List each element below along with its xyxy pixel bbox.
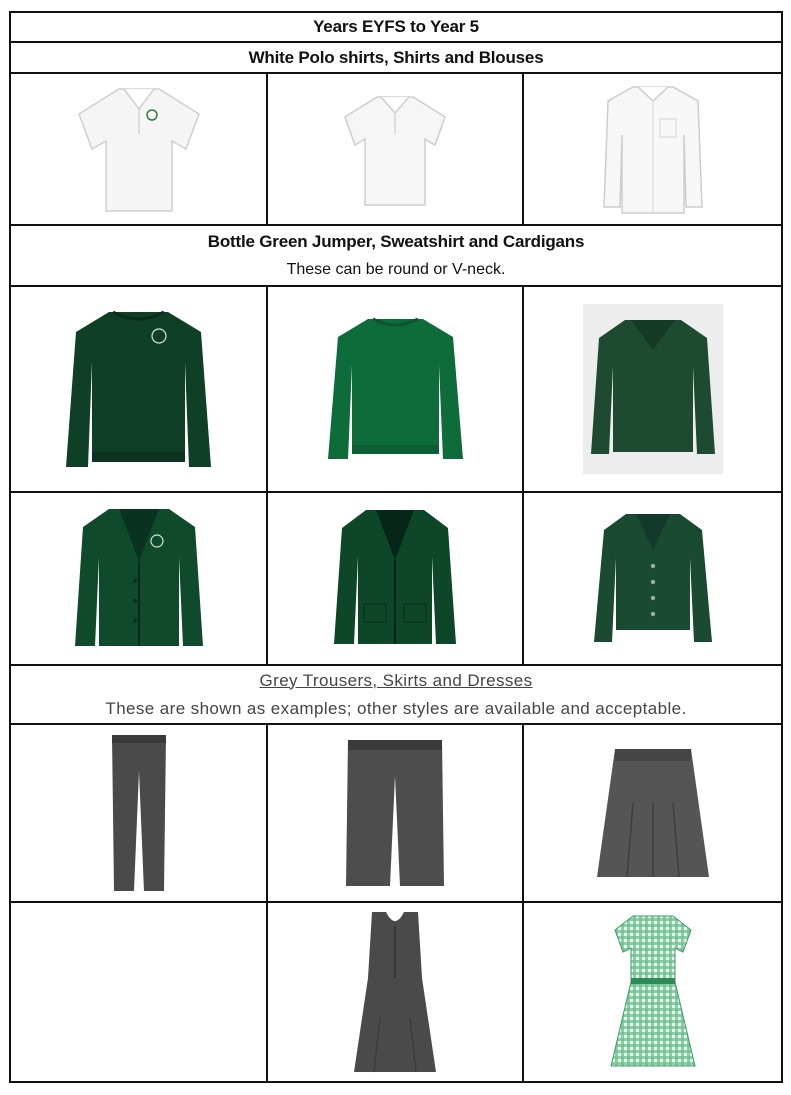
cardigan-icon [69, 501, 209, 656]
polo-shirt-icon [64, 79, 214, 219]
cardigan-icon [330, 504, 460, 654]
item-cell [10, 286, 267, 492]
grey-heading: Grey Trousers, Skirts and Dresses [259, 670, 533, 690]
page-title: Years EYFS to Year 5 [10, 12, 782, 42]
item-cell [523, 73, 782, 225]
item-cell [523, 492, 782, 665]
jumpers-heading: Bottle Green Jumper, Sweatshirt and Cardigans [207, 231, 585, 251]
item-cell-empty [10, 902, 267, 1082]
item-cell [523, 902, 782, 1082]
uniform-table [9, 11, 783, 1083]
jumpers-note: These can be round or V-neck. [286, 260, 506, 278]
item-cell [10, 73, 267, 225]
grey-note: These are shown as examples; other styles are available and acceptable. [105, 698, 687, 718]
jumper-icon [583, 304, 723, 474]
section-heading-grey [10, 665, 782, 724]
item-cell [267, 902, 523, 1082]
item-cell [267, 286, 523, 492]
cardigan-icon [588, 506, 718, 651]
gingham-dress-icon [603, 912, 703, 1072]
shirt-icon [335, 87, 455, 212]
trousers-icon [104, 731, 174, 896]
item-cell [10, 492, 267, 665]
item-cell [10, 724, 267, 902]
skirt-icon [593, 743, 713, 883]
blouse-icon [598, 79, 708, 219]
item-cell [267, 73, 523, 225]
item-cell [523, 286, 782, 492]
section-heading-shirts: White Polo shirts, Shirts and Blouses [10, 42, 782, 73]
shorts-icon [340, 736, 450, 891]
item-cell [267, 492, 523, 665]
item-cell [267, 724, 523, 902]
sweatshirt-icon [61, 302, 216, 477]
section-heading-jumpers [10, 225, 782, 286]
sweatshirt-icon [323, 309, 468, 469]
pinafore-icon [350, 908, 440, 1076]
item-cell [523, 724, 782, 902]
